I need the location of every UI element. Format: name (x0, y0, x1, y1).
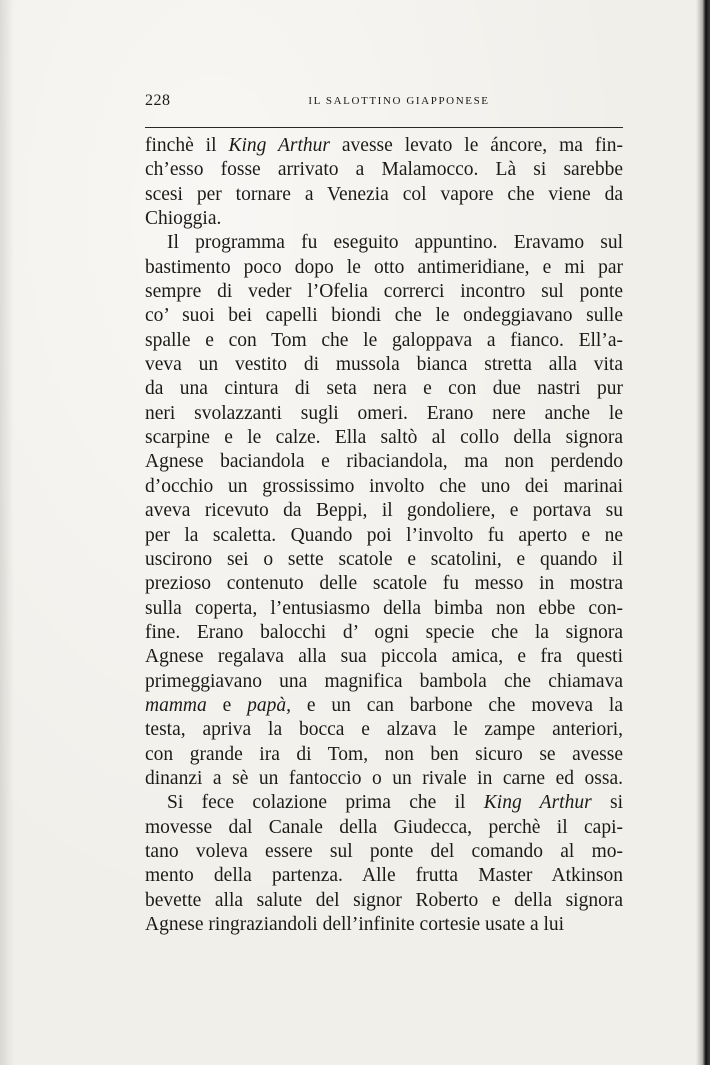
header-rule (145, 127, 623, 128)
text-run: e un can barbone che moveva la (291, 694, 623, 716)
text-line (145, 158, 623, 182)
text-run: Il programma fu eseguito appuntino. Eravamo sul (167, 232, 623, 254)
page-number: 228 (145, 92, 171, 109)
text-run: tano voleva essere sul ponte del comando al mo- (145, 840, 623, 862)
text-run: sulla coperta, l’entusiasmo della bimba non ebbe con- (145, 597, 623, 619)
text-line (145, 889, 623, 913)
text-line (145, 816, 623, 840)
text-run: testa, apriva la bocca e alzava le zampe anteriori, (145, 719, 623, 741)
text-line (145, 450, 623, 474)
text-run: uscirono sei o sette scatole e scatolini, e quando il (145, 548, 623, 570)
text-run: neri svolazzanti sugli omeri. Erano nere anche le (145, 402, 623, 424)
running-title: IL SALOTTINO GIAPPONESE (308, 95, 490, 107)
text-run: dinanzi a sè un fantoccio o un rivale in carne ed ossa. (145, 767, 623, 789)
text-line (145, 499, 623, 523)
text-run: aveva ricevuto da Beppi, il gondoliere, e portava su (145, 500, 623, 522)
text-line (145, 304, 623, 328)
text-run: sempre di veder l’Ofelia correrci incontro sul ponte (145, 281, 623, 303)
text-run: veva un vestito di mussola bianca stretta alla vita (145, 354, 623, 376)
text-line (145, 864, 623, 888)
text-run: spalle e con Tom che le galoppava a fianco. Ell’a- (145, 329, 623, 351)
text-line (145, 767, 623, 791)
text-line (145, 353, 623, 377)
text-run: papà, (247, 694, 292, 716)
text-line (145, 402, 623, 426)
text-run: King Arthur (228, 135, 330, 156)
text-line (145, 207, 623, 231)
text-run: movesse dal Canale della Giudecca, perchè il capi- (145, 816, 623, 838)
text-run: mamma (145, 694, 207, 716)
text-line (145, 791, 623, 815)
text-run: si (591, 792, 623, 814)
text-line (145, 134, 623, 158)
text-run: da una cintura di seta nera e con due nastri pur (145, 378, 623, 400)
text-line (145, 621, 623, 645)
text-run: finchè il (145, 135, 229, 156)
text-run: d’occhio un grossissimo involto che uno dei marinai (145, 475, 623, 497)
text-run: scarpine e le calze. Ella saltò al collo della signora (145, 427, 623, 449)
text-line (145, 597, 623, 621)
text-line (145, 475, 623, 499)
text-run: King Arthur (483, 792, 592, 814)
text-run: ch’esso fosse arrivato a Malamocco. Là si sarebbe (145, 159, 623, 181)
text-line (145, 572, 623, 596)
text-run: con grande ira di Tom, non ben sicuro se avesse (145, 743, 623, 765)
body-text (145, 134, 623, 937)
page-gutter-shadow (0, 0, 14, 1065)
text-run: e (206, 694, 248, 716)
text-line (145, 231, 623, 255)
text-line (145, 913, 623, 937)
text-run: Agnese baciandola e ribaciandola, ma non perdendo (145, 451, 623, 473)
text-run: Agnese regalava alla sua piccola amica, e fra questi (145, 646, 623, 668)
text-line (145, 426, 623, 450)
text-line (145, 524, 623, 548)
text-run: avesse levato le áncore, ma fin- (329, 135, 623, 156)
text-line (145, 377, 623, 401)
page-right-edge (696, 0, 710, 1065)
text-line (145, 670, 623, 694)
page-header (145, 92, 623, 114)
text-line (145, 718, 623, 742)
text-run: per la scaletta. Quando poi l’involto fu aperto e ne (145, 524, 623, 546)
text-run: primeggiavano una magnifica bambola che chiamava (145, 670, 623, 692)
text-line (145, 256, 623, 280)
text-line (145, 743, 623, 767)
text-run: bevette alla salute del signor Roberto e della signora (145, 889, 623, 911)
text-run: prezioso contenuto delle scatole fu messo in mostra (145, 573, 623, 595)
text-run: scesi per tornare a Venezia col vapore che viene da (145, 183, 623, 205)
text-line (145, 280, 623, 304)
text-line (145, 329, 623, 353)
text-run: co’ suoi bei capelli biondi che le ondeggiavano sulle (145, 305, 623, 327)
text-run: mento della partenza. Alle frutta Master Atkinson (145, 865, 623, 887)
text-line (145, 548, 623, 572)
text-run: fine. Erano balocchi d’ ogni specie che la signora (145, 621, 623, 643)
text-line (145, 840, 623, 864)
text-run: Agnese ringraziandoli dell’infinite cortesie usate a lui (145, 914, 565, 935)
text-run: Chioggia. (145, 208, 222, 230)
text-line (145, 183, 623, 207)
text-line (145, 645, 623, 669)
text-run: Si fece colazione prima che il (167, 792, 484, 814)
text-line (145, 694, 623, 718)
text-run: bastimento poco dopo le otto antimeridiane, e mi par (145, 256, 623, 278)
